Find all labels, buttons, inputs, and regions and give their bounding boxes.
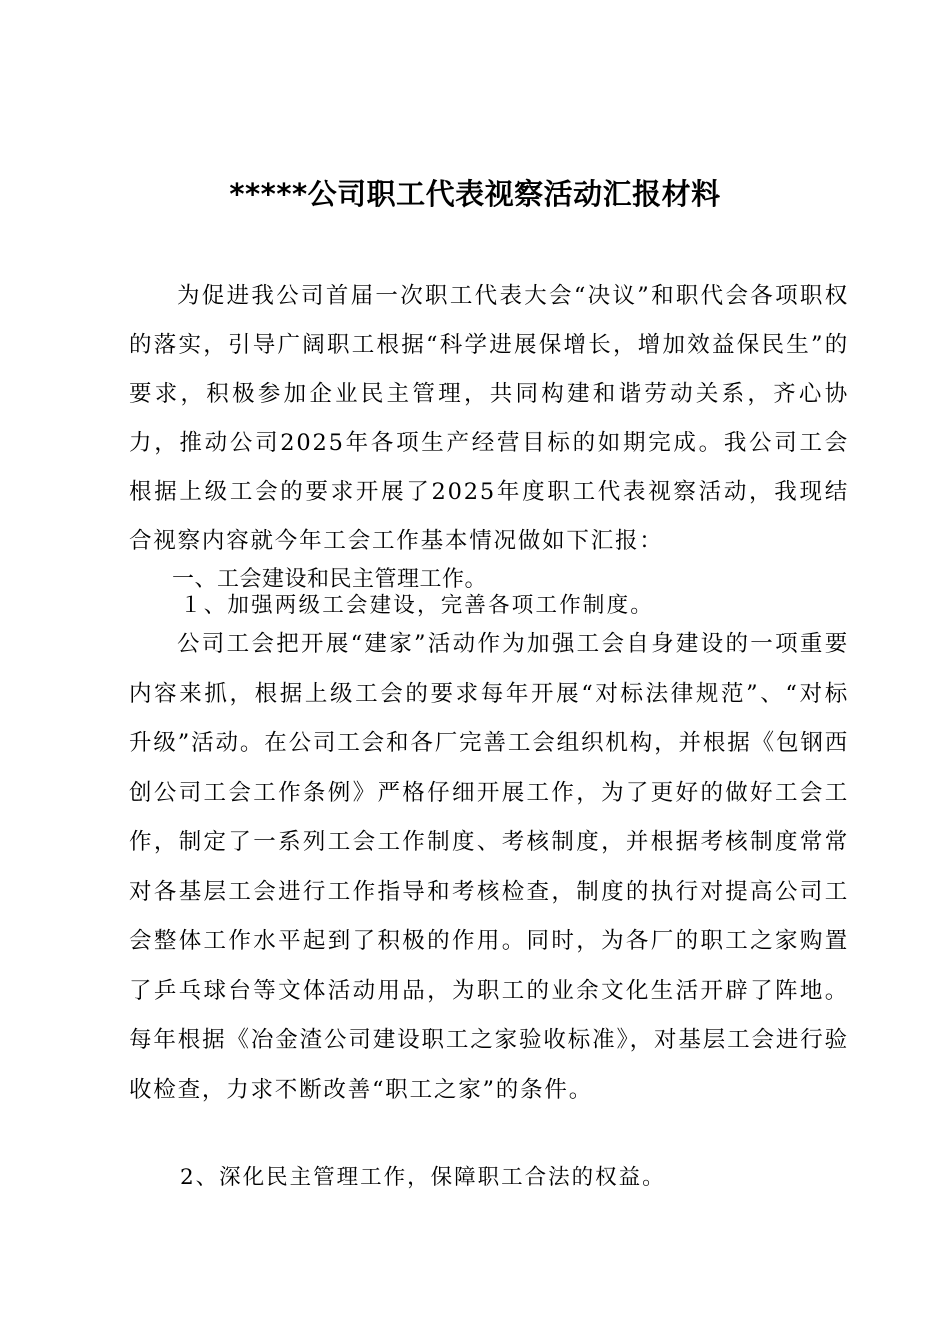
document-title: *****公司职工代表视察活动汇报材料 xyxy=(229,177,721,211)
subsection-1-paragraph: 公司工会把开展“建家”活动作为加强工会自身建设的一项重要内容来抓，根据上级工会的要求每年开展“对标法律规范”、“对标升级”活动。在公司工会和各厂完善工会组织机构，并根据《包钢西创公司工会工作条例》严格仔细开展工作，为了更好的做好工会工作，制定了一系列工会工作制度、考核制度，并根据考核制度常常对各基层工会进行工作指导和考核检查，制度的执行对提高公司工会整体工作水平起到了积极的作用。同时，为各厂的职工之家购置了乒乓球台等文体活动用品，为职工的业余文化生活开辟了阵地。每年根据《冶金渣公司建设职工之家验收标准》，对基层工会进行验收检查，力求不断改善“职工之家”的条件。 xyxy=(129,631,849,1103)
subsection-heading-1: １、加强两级工会建设，完善各项工作制度。 xyxy=(180,593,655,618)
intro-paragraph: 为促进我公司首届一次职工代表大会“决议”和职代会各项职权的落实，引导广阔职工根据“科学进展保增长，增加效益保民生”的要求，积极参加企业民主管理，共同构建和谐劳动关系，齐心协力，推动公司2025年各项生产经营目标的如期完成。我公司工会根据上级工会的要求开展了2025年度职工代表视察活动，我现结合视察内容就今年工会工作基本情况做如下汇报： xyxy=(129,283,849,554)
section-heading-1: 一、工会建设和民主管理工作。 xyxy=(172,567,488,592)
subsection-heading-2: 2、深化民主管理工作，保障职工合法的权益。 xyxy=(180,1165,666,1190)
